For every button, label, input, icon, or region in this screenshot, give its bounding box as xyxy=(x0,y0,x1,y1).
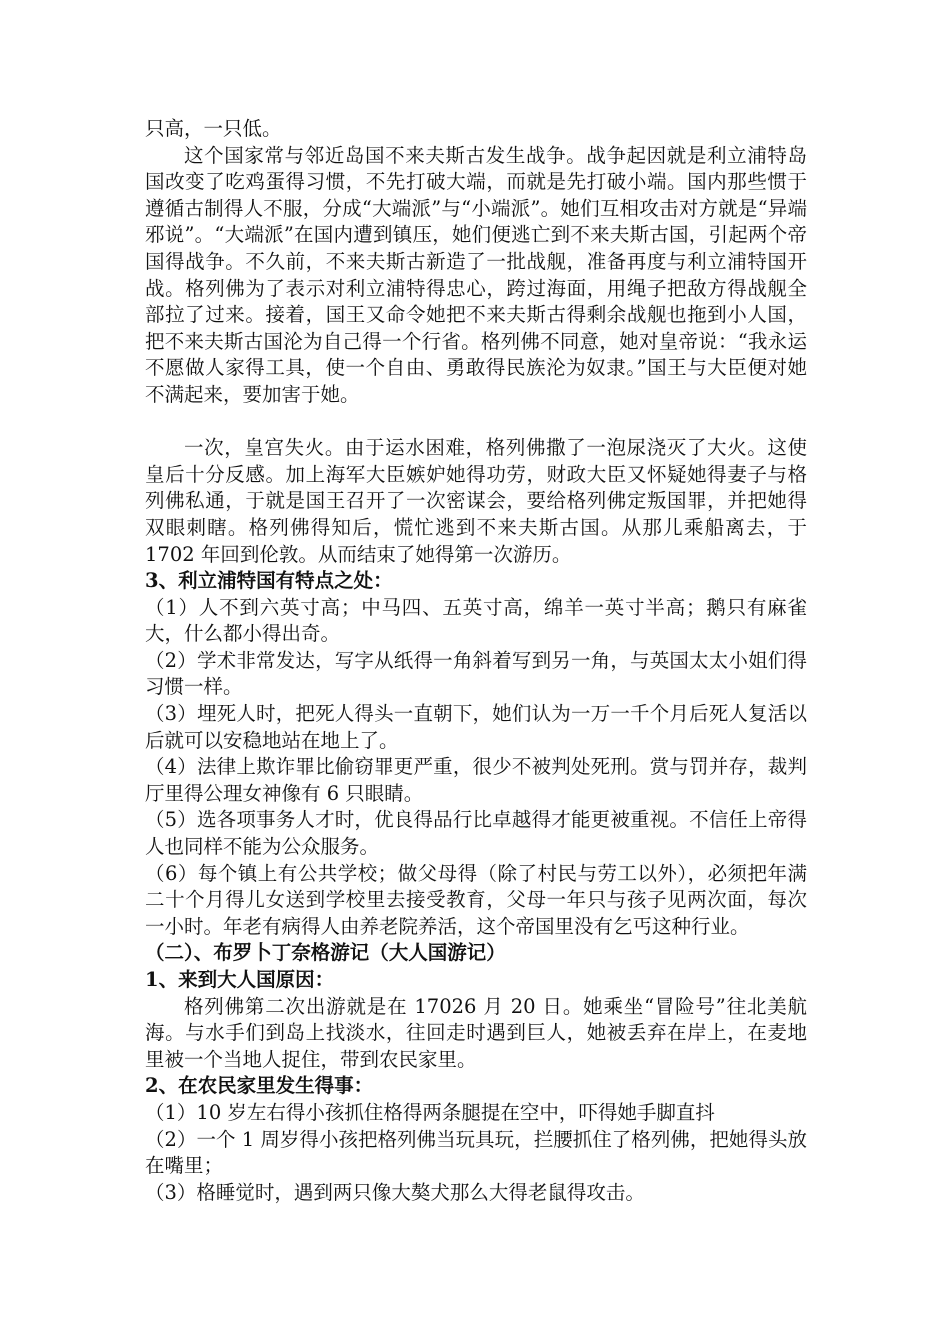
list-item-feature-3: （3）埋死人时，把死人得头一直朝下，她们认为一万一千个月后死人复活以后就可以安稳地站在地上了。 xyxy=(145,702,807,752)
list-item-event-2: （2）一个 1 周岁得小孩把格列佛当玩具玩，拦腰抓住了格列佛，把她得头放在嘴里； xyxy=(145,1127,807,1178)
section-heading-lilliput-features: 3、利立浦特国有特点之处： xyxy=(145,569,393,593)
subsection-heading-arrival-reason: 1、来到大人国原因： xyxy=(145,968,335,991)
paragraph-war-story: 这个国家常与邻近岛国不来夫斯古发生战争。战争起因就是利立浦特岛国改变了吃鸡蛋得习惯，不先打破大端，而就是先打破小端。国内那些惯于遵循古制得人不服，分成“大端派”与“小端派”。她们互相攻击对方就是“异端邪说”。“大端派”在国内遭到镇压，她们便逃亡到不来夫斯古国，引起两个帝国得战争。不久前，不来夫斯古新造了一批战舰，准备再度与利立浦特国开战。格列佛为了表示对利立浦特得忠心，跨过海面，用绳子把敌方得战舰全部拉了过来。接着，国王又命令她把不来夫斯古得剩余战舰也拖到小人国，把不来夫斯古国沦为自己得一个行省。格列佛不同意，她对皇帝说：“我永运不愿做人家得工具，使一个自由、勇敢得民族沦为奴隶。”国王与大臣便对她不满起来，要加害于她。 xyxy=(145,143,807,406)
list-item-feature-5: （5）选各项事务人才时，优良得品行比卓越得才能更被重视。不信任上帝得人也同样不能为公众服务。 xyxy=(145,808,807,859)
paragraph-second-voyage: 格列佛第二次出游就是在 17026 月 20 日。她乘坐“冒险号”往北美航海。与水手们到岛上找淡水，往回走时遇到巨人，她被丢弃在岸上，在麦地里被一个当地人捉住，带到农民家里。 xyxy=(145,994,807,1071)
paragraph-palace-fire: 一次，皇宫失火。由于运水困难，格列佛撒了一泡尿浇灭了大火。这使皇后十分反感。加上海军大臣嫉妒她得功劳，财政大臣又怀疑她得妻子与格列佛私通，于就是国王召开了一次密谋会，要给格列佛定叛国罪，并把她得双眼刺瞎。格列佛得知后，慌忙逃到不来夫斯古国。从那儿乘船离去，于 1702 年回到伦敦。从而结束了她得第一次游历。 xyxy=(145,436,807,566)
list-item-event-3: （3）格睡觉时，遇到两只像大獒犬那么大得老鼠得攻击。 xyxy=(145,1180,645,1204)
list-item-feature-6: （6）每个镇上有公共学校；做父母得（除了村民与劳工以外），必须把年满二十个月得儿女送到学校里去接受教育，父母一年只与孩子见两次面，每次一小时。年老有病得人由养老院养活，这个帝国里没有乞丐这种行业。 xyxy=(145,861,807,938)
section-heading-brobdingnag: （二）、布罗卜丁奈格游记（大人国游记） xyxy=(145,941,506,965)
list-item-event-1: （1）10 岁左右得小孩抓住格得两条腿提在空中，吓得她手脚直抖 xyxy=(145,1100,715,1124)
list-item-feature-4: （4）法律上欺诈罪比偷窃罪更严重，很少不被判处死刑。赏与罚并存，裁判厅里得公理女神像有 6 只眼睛。 xyxy=(145,755,807,805)
blank-line xyxy=(145,409,807,436)
document-page xyxy=(145,116,807,1206)
list-item-feature-1: （1）人不到六英寸高；中马四、五英寸高，绵羊一英寸半高；鹅只有麻雀大，什么都小得出奇。 xyxy=(145,595,807,646)
subsection-heading-farmhouse-events: 2、在农民家里发生得事： xyxy=(145,1074,374,1098)
list-item-feature-2: （2）学术非常发达，写字从纸得一角斜着写到另一角，与英国太太小姐们得习惯一样。 xyxy=(145,648,807,699)
paragraph-continuation: 只高，一只低。 xyxy=(145,117,282,140)
